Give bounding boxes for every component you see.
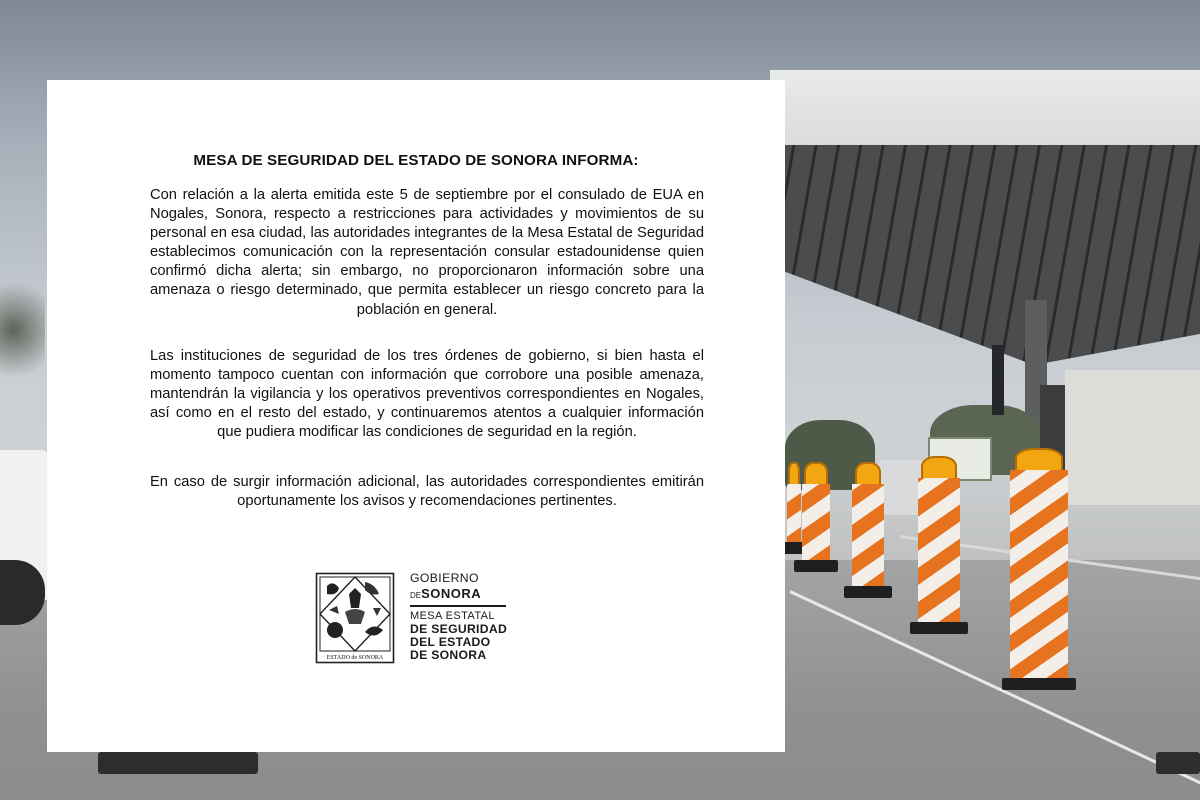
shield-caption: ESTADO de SONORA xyxy=(326,655,384,661)
traffic-barrel xyxy=(787,462,801,554)
logo-gobierno: GOBIERNO xyxy=(410,571,479,585)
traffic-barrel xyxy=(1010,448,1068,690)
flag xyxy=(992,345,1004,415)
notice-paragraph: Las instituciones de seguridad de los tres órdenes de gobierno, si bien hasta el momento tampoco cuentan con información que corrobore una posible amenaza, mantendrán la vigilancia y los operativos preventivos correspondientes en Nogales, así como en el resto del estado, y continuaremos atentos a cualquier información que pudiera modificar las condiciones de seguridad en la región. xyxy=(150,348,704,441)
logo-de: DE xyxy=(410,591,422,600)
logo-line-3: DE SONORA xyxy=(410,647,487,662)
logo-line-2: DEL ESTADO xyxy=(410,634,491,649)
logo-sonora: SONORA xyxy=(421,586,482,601)
traffic-barrel xyxy=(918,456,960,634)
traffic-barrel xyxy=(802,462,830,572)
government-logo xyxy=(315,572,525,668)
canopy-truss xyxy=(770,145,1200,365)
notice-paragraph: Con relación a la alerta emitida este 5 de septiembre por el consulado de EUA en Nogales, Sonora, respecto a restricciones para actividades y movimientos de su personal en esa ciudad, las autoridades integrantes de la Mesa Estatal de Seguridad establecimos comunicación con la representación consular estadounidense quien confirmó dicha alerta; sin embargo, no proporcionaron información sobre una amenaza o riesgo determinado, que permita establecer un riesgo concreto para la población en general. xyxy=(150,187,704,318)
traffic-barrel xyxy=(852,462,884,598)
inspection-booth xyxy=(1065,370,1200,505)
logo-line-1: DE SEGURIDAD xyxy=(410,621,508,636)
sonora-coat-of-arms-icon xyxy=(315,572,395,664)
logo-divider xyxy=(410,605,506,607)
logo-mesa-estatal: MESA ESTATAL xyxy=(410,609,495,622)
barrier-base xyxy=(98,752,258,774)
notice-title: MESA DE SEGURIDAD DEL ESTADO DE SONORA INFORMA: xyxy=(193,152,639,169)
barrier-base xyxy=(1156,752,1200,774)
notice-card xyxy=(47,80,785,752)
tree xyxy=(0,270,45,390)
logo-wordmark xyxy=(410,572,528,662)
notice-paragraph: En caso de surgir información adicional, las autoridades correspondientes emitirán oportunamente los avisos y recomendaciones pertinentes. xyxy=(150,474,704,510)
